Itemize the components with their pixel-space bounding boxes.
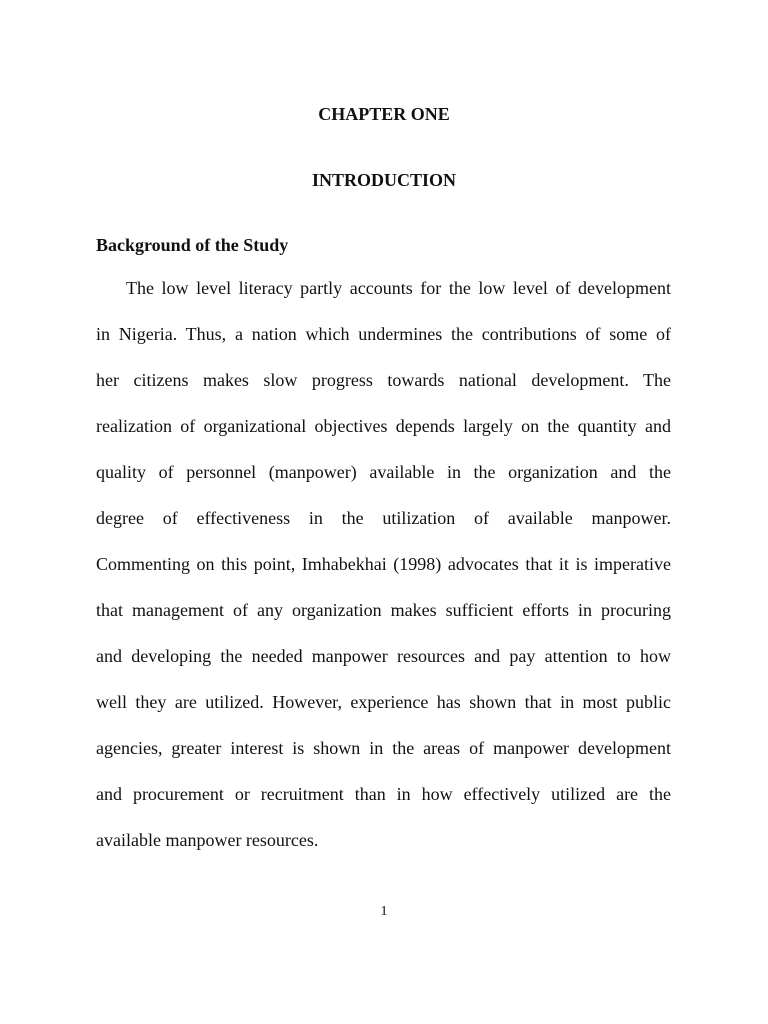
paragraph-line: realization of organizational objectives depends largely on the quantity and: [96, 416, 671, 436]
page-number: 1: [380, 904, 388, 919]
paragraph-line: that management of any organization makes sufficient efforts in procuring: [96, 600, 671, 620]
paragraph-line: The low level literacy partly accounts for the low level of development: [126, 278, 671, 298]
paragraph-line: quality of personnel (manpower) available in the organization and the: [96, 462, 671, 482]
paragraph-line: agencies, greater interest is shown in the areas of manpower development: [96, 738, 671, 758]
paragraph-line: and procurement or recruitment than in how effectively utilized are the: [96, 784, 671, 804]
subsection-heading: Background of the Study: [96, 235, 289, 255]
paragraph-line: available manpower resources.: [96, 830, 319, 850]
chapter-title: CHAPTER ONE: [318, 104, 450, 124]
paragraph-line: and developing the needed manpower resources and pay attention to how: [96, 646, 671, 666]
section-title: INTRODUCTION: [311, 170, 457, 190]
paragraph-line: degree of effectiveness in the utilization of available manpower.: [96, 508, 671, 528]
paragraph-line: well they are utilized. However, experience has shown that in most public: [96, 692, 671, 712]
paragraph-line: Commenting on this point, Imhabekhai (1998) advocates that it is imperative: [96, 554, 671, 574]
body-paragraph: [96, 276, 671, 874]
paragraph-line: in Nigeria. Thus, a nation which undermines the contributions of some of: [96, 324, 671, 344]
paragraph-line: her citizens makes slow progress towards national development. The: [96, 370, 671, 390]
